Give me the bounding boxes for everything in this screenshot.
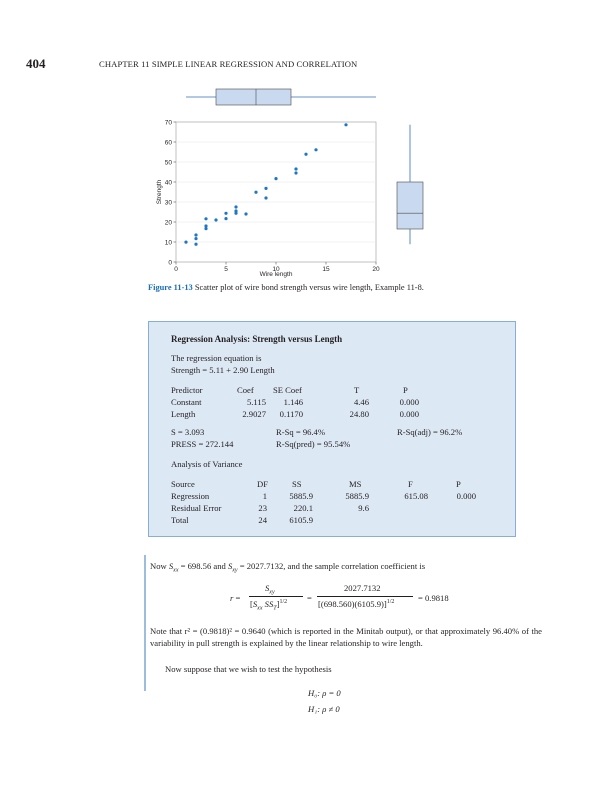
x-tick-label: 5 xyxy=(224,266,228,273)
data-point xyxy=(224,212,227,215)
anova-header-cell: MS xyxy=(349,479,362,489)
data-point xyxy=(294,171,297,174)
data-point xyxy=(344,123,347,126)
coef-cell: 1.146 xyxy=(283,397,303,407)
y-tick-label: 50 xyxy=(164,159,172,167)
data-point xyxy=(244,212,247,215)
anova-cell: 220.1 xyxy=(293,503,313,513)
x-tick-label: 0 xyxy=(174,266,178,273)
anova-cell: Residual Error xyxy=(171,503,222,513)
data-point xyxy=(214,218,217,221)
data-point xyxy=(294,167,297,170)
minitab-title: Regression Analysis: Strength versus Length xyxy=(171,334,343,344)
anova-cell: 6105.9 xyxy=(289,515,313,525)
data-point xyxy=(314,148,317,151)
anova-cell: 5885.9 xyxy=(345,491,369,501)
coef-cell: 0.1170 xyxy=(279,409,303,419)
coef-header-cell: Predictor xyxy=(171,385,203,395)
margin-bar xyxy=(144,555,146,691)
y-tick-label: 30 xyxy=(164,199,172,207)
y-box xyxy=(397,182,423,229)
anova-header-cell: DF xyxy=(257,479,268,489)
coef-cell: 5.115 xyxy=(246,397,266,407)
x-tick-label: 15 xyxy=(322,266,330,273)
y-tick-label: 60 xyxy=(164,139,172,147)
data-point xyxy=(194,237,197,240)
coef-header-cell: P xyxy=(403,385,408,395)
coef-cell: Length xyxy=(171,409,196,419)
anova-cell: 1 xyxy=(262,491,267,501)
x-tick-label: 10 xyxy=(272,266,280,273)
data-point xyxy=(184,241,187,244)
paragraph-note: Note that r² = (0.9818)² = 0.9640 (which is reported in the Minitab output), or that approximately 96.40% of the variability in pull strength is explained by the linear relationship to wire length. xyxy=(150,626,542,648)
anova-cell: 5885.9 xyxy=(289,491,313,501)
anova-cell: 9.6 xyxy=(358,503,369,513)
paragraph-suppose: Now suppose that we wish to test the hypothesis xyxy=(165,664,332,674)
figure-label: Figure 11-13 xyxy=(148,283,193,292)
coef-cell: 2.9027 xyxy=(242,409,266,419)
coef-header-cell: SE Coef xyxy=(273,385,302,395)
data-point xyxy=(304,153,307,156)
running-title: CHAPTER 11 SIMPLE LINEAR REGRESSION AND CORRELATION xyxy=(99,59,358,69)
anova-header-cell: P xyxy=(456,479,461,489)
anova-cell: Total xyxy=(171,515,189,525)
coef-cell: 24.80 xyxy=(349,409,369,419)
data-point xyxy=(234,209,237,212)
minitab-output xyxy=(148,321,516,537)
y-tick-label: 10 xyxy=(164,239,172,247)
regression-equation: Strength = 5.11 + 2.90 Length xyxy=(171,365,275,375)
anova-cell: 24 xyxy=(258,515,267,525)
x-axis-label: Wire length xyxy=(259,271,293,278)
coef-header-cell: T xyxy=(354,385,360,395)
coef-cell: Constant xyxy=(171,397,202,407)
figure-caption-text: Scatter plot of wire bond strength versus wire length, Example 11-8. xyxy=(194,283,424,292)
anova-header-cell: F xyxy=(408,479,413,489)
y-tick-label: 40 xyxy=(164,179,172,187)
press-value: PRESS = 272.144 xyxy=(171,439,234,449)
y-tick-label: 20 xyxy=(164,219,172,227)
scatter-figure xyxy=(148,82,438,282)
anova-header-cell: Source xyxy=(171,479,195,489)
anova-cell: 615.08 xyxy=(404,491,428,501)
coef-cell: 4.46 xyxy=(353,397,369,407)
x-box xyxy=(216,89,291,105)
page-number: 404 xyxy=(26,56,46,71)
data-point xyxy=(234,205,237,208)
anova-cell: 23 xyxy=(258,503,267,513)
rsq-value: R-Sq = 96.4% xyxy=(276,427,326,437)
equation-intro: The regression equation is xyxy=(171,353,262,363)
hypothesis-h0: H₀: ρ = 0 xyxy=(308,688,341,698)
data-point xyxy=(224,217,227,220)
data-point xyxy=(204,224,207,227)
anova-cell: Regression xyxy=(171,491,210,501)
figure-caption xyxy=(148,282,428,293)
data-point xyxy=(194,233,197,236)
s-value: S = 3.093 xyxy=(171,427,205,437)
data-point xyxy=(264,187,267,190)
data-point xyxy=(204,217,207,220)
coef-cell: 0.000 xyxy=(399,397,419,407)
data-point xyxy=(194,243,197,246)
rsq-adj-value: R-Sq(adj) = 96.2% xyxy=(397,427,463,437)
paragraph-now: Now $S_{xx} = 698.56$ and $S_{xy} = 2027.7132$, and the sample correlation coefficient is xyxy=(150,561,426,574)
plot-area xyxy=(176,122,376,262)
rsq-pred-value: R-Sq(pred) = 95.54% xyxy=(276,439,351,449)
data-point xyxy=(274,177,277,180)
data-point xyxy=(264,196,267,199)
y-tick-label: 0 xyxy=(168,259,172,267)
anova-title: Analysis of Variance xyxy=(171,459,243,469)
coef-cell: 0.000 xyxy=(399,409,419,419)
data-point xyxy=(254,191,257,194)
anova-cell: 0.000 xyxy=(456,491,476,501)
hypothesis-h1: H₁: ρ ≠ 0 xyxy=(308,704,340,714)
y-axis-label: Strength xyxy=(156,179,163,205)
anova-header-cell: SS xyxy=(292,479,302,489)
coef-header-cell: Coef xyxy=(237,385,254,395)
x-tick-label: 20 xyxy=(372,266,380,273)
y-tick-label: 70 xyxy=(164,119,172,127)
